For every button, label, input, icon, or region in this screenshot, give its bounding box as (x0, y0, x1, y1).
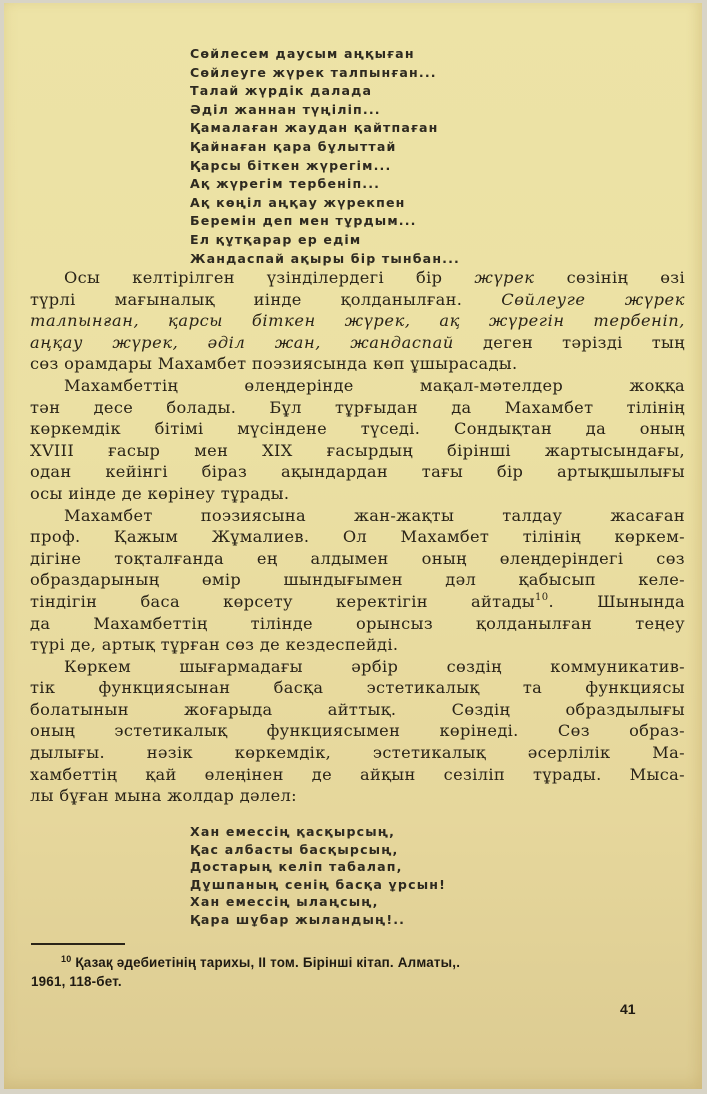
poem-line: Жандаспай ақыры бір тынбан... (190, 250, 460, 266)
emphasis: жүрек (474, 268, 535, 287)
footnote-reference[interactable]: 10 (535, 591, 549, 603)
text-line: проф. Қажым Жұмалиев. Ол Махамбет тілінің көркем- (30, 527, 685, 547)
text-line: оның эстетикалық функциясымен көрінеді. Сөз образ- (30, 721, 685, 741)
text-line: тіндігін баса көрсету керектігін айтады$^{10}$. Шынында (30, 591, 685, 611)
poem-line: Достарың келіп табалап, (190, 859, 403, 875)
body-text (30, 267, 685, 807)
poem-line: Ел құтқарар ер едім (190, 231, 362, 247)
footnote-line: 1961, 118-бет. (31, 974, 122, 989)
text-line: тік функциясынан басқа эстетикалық та функциясы (30, 678, 685, 698)
text-line: дігіне тоқталғанда ең алдымен оның өлеңдеріндегі сөз (30, 548, 685, 568)
text-line: хамбеттің қай өлеңінен де айқын сезіліп тұрады. Мыса- (30, 764, 685, 784)
footnote-marker: 10 (61, 954, 72, 964)
text-line: түрлі мағыналық иінде қолданылған. Сөйлеуге жүрек (30, 289, 686, 309)
paragraph-4 (30, 656, 685, 807)
poem-line: Беремін деп мен тұрдым... (190, 213, 417, 229)
poem-line: Талай жүрдік далада (190, 83, 373, 99)
text-line: дылығы. нәзік көркемдік, эстетикалық әсерлілік Ма- (30, 743, 685, 763)
text-line: XVIII ғасыр мен XIX ғасырдың бірінші жартысындағы, (30, 440, 685, 460)
text-line: осы иінде де көрінеу тұрады. (30, 483, 290, 503)
emphasis: аңқау жүрек, әділ жан, жандаспай (30, 332, 454, 352)
text-line: да Махамбеттің тілінде орынсыз қолданылған теңеу (30, 613, 685, 633)
paragraph-1 (30, 267, 685, 375)
poem-line: Дұшпаның сенің басқа ұрсын! (190, 876, 446, 892)
footnote-line: $^{10}$ Қазақ әдебиетінің тарихы, II том. Бірінші кітап. Алматы,. (61, 954, 461, 970)
emphasis: Сөйлеуге жүрек (501, 289, 686, 309)
paragraph-2 (30, 375, 685, 505)
text-line: Көркем шығармадағы әрбір сөздің коммуникатив- (64, 656, 685, 676)
text-line: Осы келтірілген үзінділердегі бір жүрек сөзінің өзі (64, 268, 685, 287)
text-line: сөз орамдары Махамбет поэзиясында көп ұшырасады. (30, 354, 518, 374)
poem-line: Ақ жүрегім тербеніп... (190, 176, 381, 192)
poem-line: Сөйлесем даусым аңқыған (190, 46, 415, 61)
poem-line: Қарсы біткен жүрегім... (190, 157, 392, 173)
text-line: аңқау жүрек, әділ жан, жандаспай деген тәрізді тың (30, 332, 685, 352)
text-line: Махамбеттің өлеңдерінде мақал-мәтелдер жоққа (64, 375, 685, 395)
poem-line: Хан емессің ылаңсың, (190, 894, 379, 910)
poem-excerpt-bottom (190, 823, 446, 929)
poem-excerpt-top (190, 45, 460, 268)
footnote-divider (31, 943, 125, 945)
poem-line: Сөйлеуге жүрек талпынған... (190, 64, 437, 80)
emphasis: талпынған, қарсы біткен жүрек, ақ жүрегін тербеніп, (30, 311, 685, 331)
poem-line: Қара шұбар жыландың!.. (190, 911, 406, 927)
text-line: образдарының өмір шындығымен дәл қабысып келе- (30, 570, 685, 590)
book-page (4, 3, 702, 1089)
poem-line: Хан емессің қасқырсың, (190, 824, 396, 839)
text-line: Махамбет поэзиясына жан-жақты талдау жасаған (64, 505, 685, 525)
text-line: болатынын жоғарыда айттық. Сөздің образдылығы (30, 699, 685, 719)
text-line: лы бұған мына жолдар дәлел: (30, 786, 297, 806)
footnote (31, 953, 671, 991)
text-line: одан кейінгі біраз ақындардан тағы бір артықшылығы (30, 462, 685, 482)
poem-line: Әділ жаннан түңіліп... (190, 101, 381, 117)
text-line (30, 310, 685, 332)
text-line: тән десе болады. Бұл тұрғыдан да Махамбет тілінің (30, 397, 685, 417)
page-number: 41 (620, 1001, 636, 1017)
poem-line: Ақ көңіл аңқау жүрекпен (190, 194, 406, 210)
poem-line: Қайнаған қара бұлыттай (190, 138, 397, 154)
paragraph-3 (30, 505, 685, 656)
text-line: түрі де, артық тұрған сөз де кездеспейді. (30, 635, 399, 655)
poem-line: Қас албасты басқырсың, (190, 841, 399, 857)
poem-line: Қамалаған жаудан қайтпаған (190, 120, 439, 136)
text-line: көркемдік бітімі мүсіндене түседі. Сондықтан да оның (30, 419, 685, 439)
